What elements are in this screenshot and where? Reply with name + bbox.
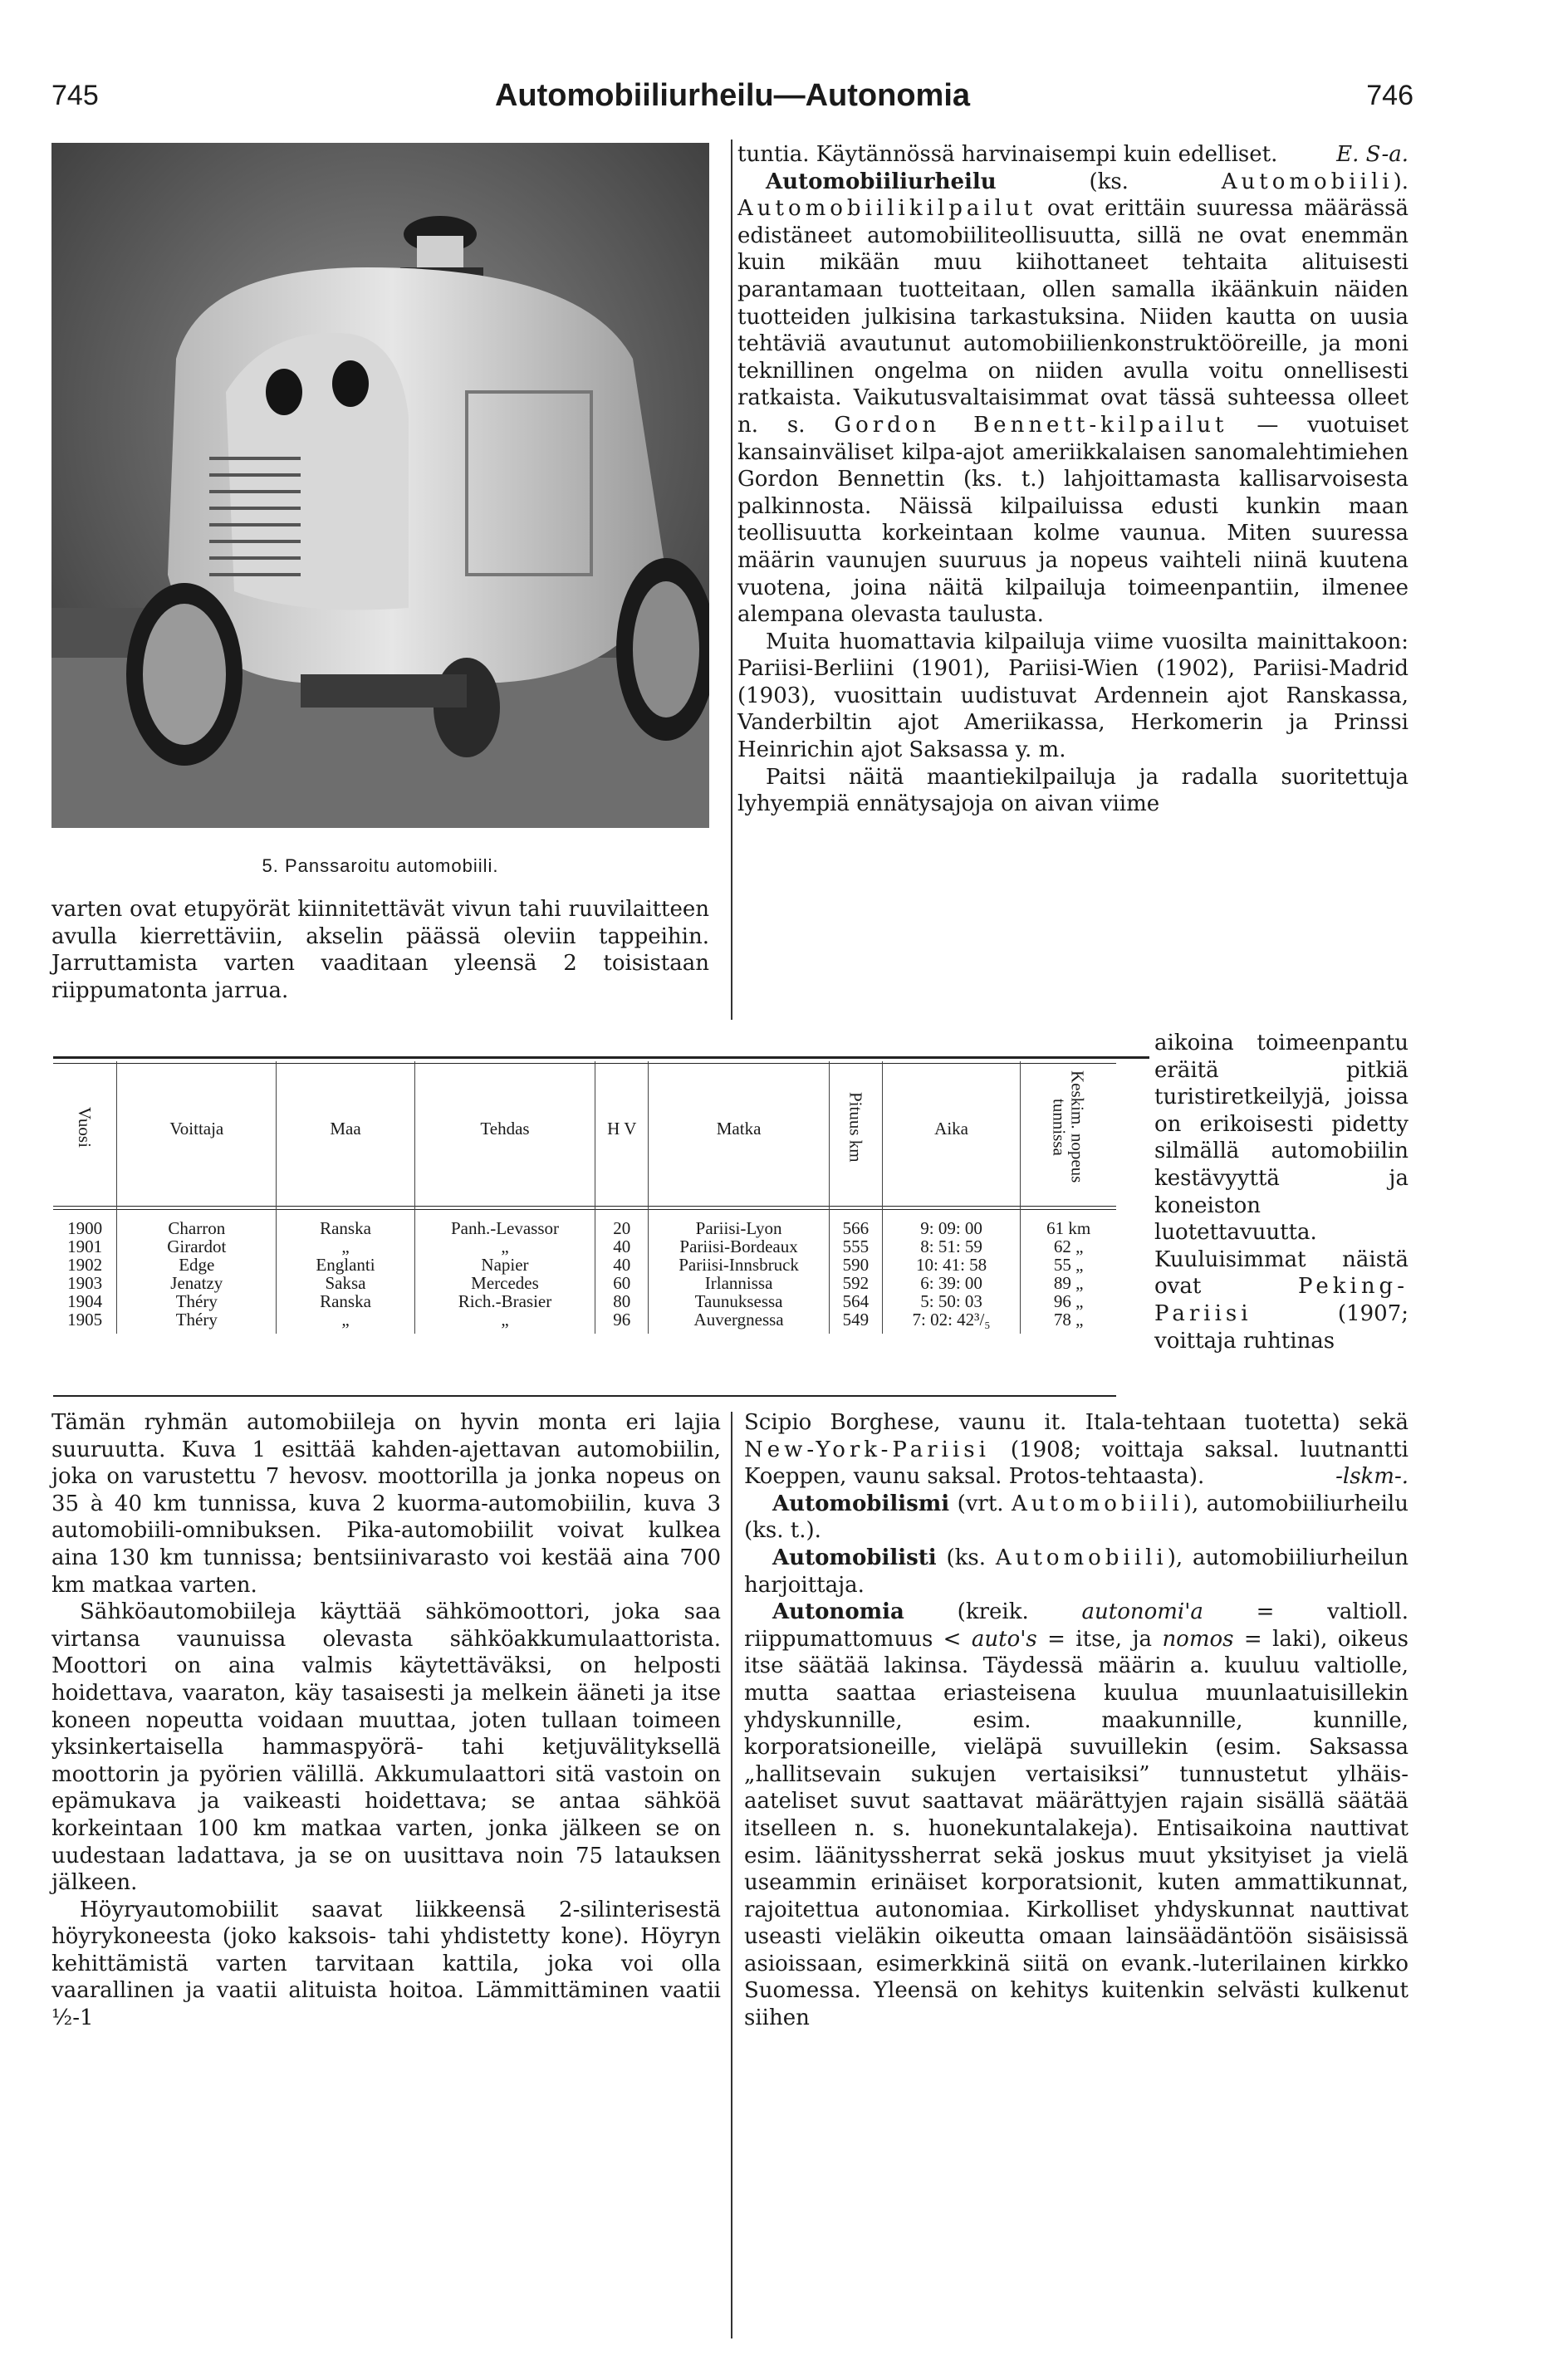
paragraph: Höyryautomobiilit saavat liikkeensä 2-silinterisestä höyrykoneesta (joko kaksois- tahi yhdistetty kone). Höyryn kehittämistä varten tarvitaan kattila, joka voi olla vaarallinen ja vaatii alituista hoitoa. Lämmittäminen vaatii ½-1: [51, 1897, 721, 2031]
left-column-bottom: [51, 1409, 721, 2032]
column-header: Aika: [882, 1061, 1020, 1196]
paragraph: tuntia. Käytännössä harvinaisempi kuin edelliset. E. S-a.: [737, 142, 1408, 167]
paragraph: Muita huomattavia kilpailuja viime vuosilta mainittakoon: Pariisi-Berliini (1901), Pariisi-Wien (1902), Pariisi-Madrid (1903), vuosittain uudistuvat Ardennein ajot Ranskassa, Vanderbiltin ajot Ameriikassa, Herkomerin ja Prinssi Heinrichin ajot Saksassa y. m.: [737, 629, 1408, 763]
right-narrow-column: [1154, 1030, 1408, 1354]
gordon-bennett-table: [53, 1061, 1116, 1334]
column-header: Tehdas: [414, 1061, 595, 1196]
headword: Automobilismi: [772, 1491, 950, 1516]
armored-car-illustration: [51, 143, 709, 828]
table-row: 1903 Jenatzy Saksa Mercedes 60 Irlannissa 592 6: 39: 00 89 „: [53, 1274, 1116, 1292]
right-column-top: [737, 141, 1408, 818]
page-number-left: 745: [51, 80, 99, 111]
table-row: 1901 Girardot „ „ 40 Pariisi-Bordeaux 555 8: 51: 59 62 „: [53, 1237, 1116, 1256]
table-header-row: [53, 1061, 1116, 1196]
column-header: Vuosi: [53, 1061, 117, 1196]
headword: Automobilisti: [772, 1545, 937, 1570]
page-header: [51, 80, 1413, 121]
paragraph: Scipio Borghese, vaunu it. Itala-tehtaan tuotetta) sekä New-York-Pariisi (1908; voittaja saksal. luutnantti Koeppen, vaunu saksal. Protos-tehtaasta). -lskm-.: [744, 1410, 1408, 1490]
table-row: 1905 Théry „ „ 96 Auvergnessa 549 7: 02: 42³/₅ 78 „: [53, 1310, 1116, 1334]
paragraph: varten ovat etupyörät kiinnitettävät vivun tahi ruuvilaitteen avulla kierrettäviin, akselin päässä oleviin tappeihin. Jarruttamista varten vaaditaan yleensä 2 toisistaan riippumatonta jarrua.: [51, 897, 709, 1003]
figure-caption: 5. Panssaroitu automobiili.: [262, 855, 499, 876]
author-signature: E. S-a.: [1336, 142, 1408, 167]
entry-automobilismi: Automobilismi (vrt. Automobiili), automobiiliurheilu (ks. t.).: [744, 1491, 1408, 1544]
right-column-bottom: [744, 1409, 1408, 2032]
entry-autonomia: Autonomia (kreik. autonomi'a = valtioll. riippumattomuus < auto's = itse, ja nomos = laki), oikeus itse säätää lakinsa. Täydessä määrin a. kuuluu valtiolle, mutta saattaa eriasteisena kuulua muunlaatuisillekin yhdyskunnille, esim. maakunnille, kunnille, korporatsioneille, vieläpä suvuillekin (esim. Saksassa „hallitsevain sukujen vertaisiksi” tunnustetut ylhäis-aateliset suvut saattavat määrättyjen rajain sisällä säätää itselleen n. s. huonekuntalakeja). Entisaikoina nauttivat esim. läänityssherrat sekä joskus muut yksityiset ja vielä useammin erinäiset korporatsionit, kuten ammattikunnat, rajoitettua autonomiaa. Kirkolliset yhdyskunnat nauttivat useasti vieläkin oikeutta omaan lainsäädäntöön sisäisissä asioissaan, esimerkkinä siitä on evank.-luterilainen kirkko Suomessa. Yleensä on kehitys kuitenkin selvästi kulkenut siihen: [744, 1599, 1408, 2031]
column-header: H V: [595, 1061, 649, 1196]
left-column-top: [51, 896, 709, 1004]
column-divider: [731, 1412, 732, 2338]
entry-automobilisti: Automobilisti (ks. Automobiili), automobiiliurheilun harjoittaja.: [744, 1545, 1408, 1598]
paragraph: Tämän ryhmän automobiileja on hyvin monta eri lajia suuruutta. Kuva 1 esittää kahden-ajettavan automobiilin, joka on varustettu 7 hevosv. moottorilla ja jonka nopeus on 35 à 40 km tunnissa, kuva 2 kuorma-automobiilin, kuva 3 automobiili-omnibuksen. Pika-automobiilit voivat kulkea aina 130 km tunnissa; bentsiinivarasto voi kestää aina 700 km matkaa varten.: [51, 1410, 721, 1598]
table-bottom-rule: [53, 1395, 1116, 1397]
paragraph: aikoina toimeenpantu eräitä pitkiä turistiretkeilyjä, joissa on erikoisesti pidetty silmällä automobiilin kestävyyttä ja koneiston luotettavuutta. Kuuluisimmat näistä ovat Peking-Pariisi (1907; voittaja ruhtinas: [1154, 1031, 1408, 1354]
column-header: Matka: [649, 1061, 830, 1196]
armored-car-photo: [51, 143, 709, 828]
table-row: 1904 Théry Ranska Rich.-Brasier 80 Taunuksessa 564 5: 50: 03 96 „: [53, 1292, 1116, 1310]
headword: Automobiiliurheilu: [766, 169, 997, 194]
table-top-rule: [53, 1056, 1149, 1059]
table-row: 1902 Edge Englanti Napier 40 Pariisi-Innsbruck 590 10: 41: 58 55 „: [53, 1256, 1116, 1274]
author-signature: -lskm-.: [1335, 1464, 1408, 1490]
column-header: Keskim. nopeus tunnissa: [1049, 1070, 1088, 1183]
paragraph: Paitsi näitä maantiekilpailuja ja radalla suoritettuja lyhyempiä ennätysajoja on aivan viime: [737, 764, 1408, 817]
headword: Autonomia: [772, 1599, 904, 1625]
entry-automobiiliurheilu: Automobiiliurheilu (ks. Automobiili). Automobiilikilpailut ovat erittäin suuressa määrässä edistäneet automobiiliteollisuutta, sillä ne ovat enemmän kuin mikään muu kiihottaneet tehtaita alituisesti parantamaan tuotteitaan, ollen samalla ikäänkuin näiden tuotteiden julkisina tarkastuksina. Niiden kautta on uusia tehtäviä avautunut automobiilienkonstruktööreille, ja moni teknillinen ongelma on niiden avulla voitu onnellisesti ratkaista. Vaikutusvaltaisimmat ovat tässä suhteessa olleet n. s. Gordon Bennett-kilpailut — vuotuiset kansainväliset kilpa-ajot ameriikkalaisen sanomalehtimiehen Gordon Bennettin (ks. t.) lahjoittamasta kallisarvoisesta palkinnosta. Näissä kilpailuissa edusti kunkin maan teollisuutta korkeintaan kolme vaunua. Miten suuressa määrin vaunujen suuruus ja nopeus vaihteli niinä kuutena vuotena, joina näitä kilpailuja toimeenpantiin, ilmenee alempana olevasta taulusta.: [737, 169, 1408, 628]
page-number-right: 746: [1366, 80, 1413, 111]
table-row: 1900 Charron Ranska Panh.-Levassor 20 Pariisi-Lyon 566 9: 09: 00 61 km: [53, 1196, 1116, 1237]
column-divider: [731, 140, 732, 1020]
column-header: Voittaja: [117, 1061, 277, 1196]
column-header: Pituus km: [829, 1061, 882, 1196]
running-title: Automobiiliurheilu—Autonomia: [494, 78, 971, 113]
paragraph: Sähköautomobiileja käyttää sähkömoottori, joka saa virtansa vaunuissa olevasta sähköakkumulaattorista. Moottori on aina valmis käytettäväksi, on helposti hoidettava, vaaraton, käy tasaisesti ja melkein ääneti ja itse koneen nopeutta voidaan muuttaa, joten tullaan toimeen yksinkertaisella hammaspyörä- tahi ketjuvälityksellä moottorin ja pyörien välillä. Akkumulaattori sitä vastoin on epämukava ja vaikeasti hoidettava; se antaa sähköä korkeintaan 100 km matkaa varten, jonka jälkeen se on uudestaan ladattava, ja se on uusittava noin 75 latauksen jälkeen.: [51, 1599, 721, 1896]
column-header: Maa: [277, 1061, 414, 1196]
